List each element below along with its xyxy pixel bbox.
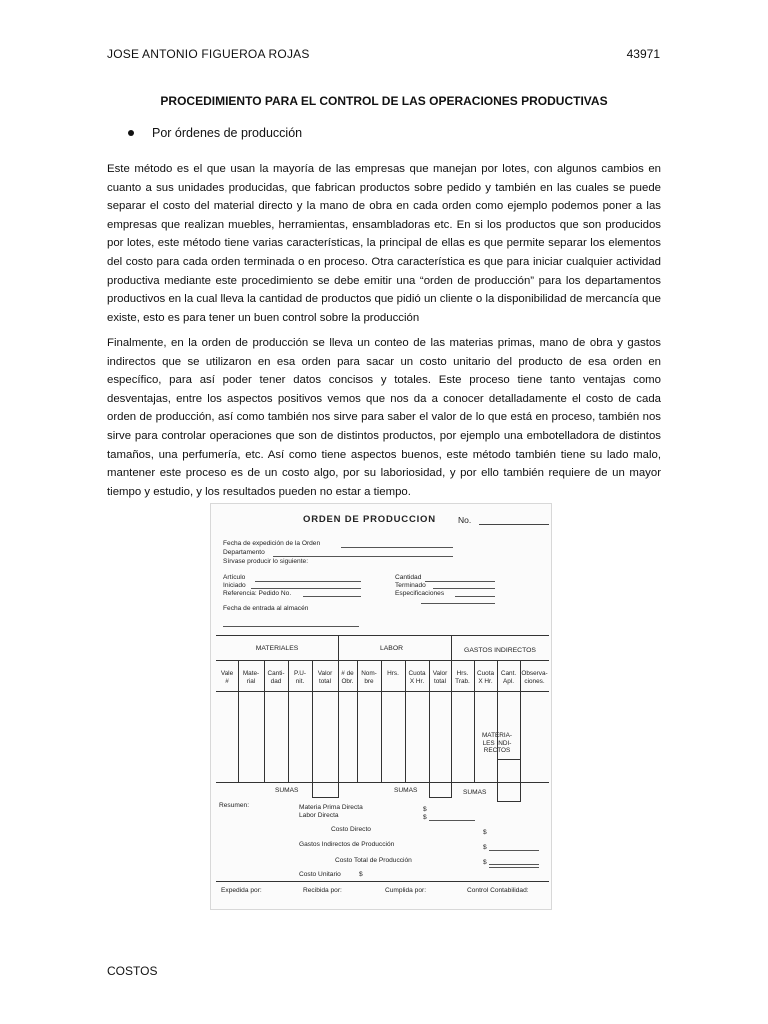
bullet-text: Por órdenes de producción: [152, 126, 303, 140]
form-number-label: No.: [458, 515, 472, 525]
signature-expedida: Expedida por:: [221, 887, 262, 894]
sumas-box: [497, 782, 521, 802]
resumen-label: Resumen:: [219, 802, 250, 809]
dollar-sign: $: [483, 859, 487, 866]
sumas-box: [429, 782, 452, 798]
form-line: [341, 547, 453, 548]
column-divider: [381, 660, 382, 782]
col-hrs: Hrs.: [387, 670, 399, 677]
col-material: Mate- rial: [242, 670, 260, 685]
form-departamento: Departamento: [223, 549, 265, 556]
col-valor-total: Valor total: [317, 670, 333, 685]
form-sirvase: Sírvase producir lo siguiente:: [223, 558, 309, 565]
col-cuota-gastos: Cuota X Hr.: [476, 670, 495, 685]
form-iniciado: Iniciado: [223, 582, 246, 589]
col-observaciones: Observa- ciones.: [521, 670, 548, 685]
production-order-form-image: [210, 503, 552, 910]
form-title: ORDEN DE PRODUCCION: [303, 514, 436, 525]
form-terminado: Terminado: [395, 582, 426, 589]
table-header-divider: [216, 691, 549, 692]
sumas-gastos: SUMAS: [463, 789, 487, 796]
form-number-line: [479, 524, 549, 525]
author-name: JOSE ANTONIO FIGUEROA ROJAS: [107, 47, 310, 61]
col-valor-total-labor: Valor total: [432, 670, 448, 685]
section-materiales: MATERIALES: [255, 645, 299, 652]
table-border-top: [216, 635, 549, 636]
dollar-sign: $: [359, 871, 363, 878]
col-cuota: Cuota X Hr.: [408, 670, 426, 685]
form-line: [255, 581, 361, 582]
sumas-box: [312, 782, 339, 798]
resumen-costo-unitario: Costo Unitario: [299, 871, 341, 878]
signature-cumplida: Cumplida por:: [385, 887, 427, 894]
section-labor: LABOR: [379, 645, 404, 652]
dollar-sign: $: [483, 829, 487, 836]
table-section-divider: [216, 660, 549, 661]
section-divider: [338, 635, 339, 782]
form-line: [223, 626, 359, 627]
materiales-indirectos-label: MATERIA- LES INDI- RECTOS: [481, 732, 513, 754]
resumen-labor-directa: Labor Directa: [299, 812, 339, 819]
form-line: [433, 588, 495, 589]
form-line: [429, 820, 475, 821]
signatures-divider: [216, 881, 549, 882]
bullet-item: [128, 126, 302, 140]
form-line: [489, 867, 539, 868]
bullet-icon: [128, 130, 134, 136]
document-title: PROCEDIMIENTO PARA EL CONTROL DE LAS OPERACIONES PRODUCTIVAS: [160, 94, 608, 108]
form-line: [303, 596, 361, 597]
form-line: [421, 603, 495, 604]
resumen-gastos-indirectos: Gastos Indirectos de Producción: [299, 841, 395, 848]
resumen-costo-directo: Costo Directo: [331, 826, 371, 833]
form-line: [489, 864, 539, 865]
form-cantidad: Cantidad: [395, 574, 422, 581]
form-fecha-entrada: Fecha de entrada al almacén: [223, 605, 309, 612]
col-vale: Vale #: [220, 670, 234, 685]
col-cantidad: Canti- dad: [267, 670, 285, 685]
form-line: [273, 556, 453, 557]
col-num-obreros: # de Obr.: [341, 670, 354, 685]
col-punit: P.U- nit.: [294, 670, 306, 685]
form-line: [455, 596, 495, 597]
section-divider: [451, 635, 452, 782]
col-hrs-trab: Hrs. Trab.: [455, 670, 470, 685]
paragraph-2: Finalmente, en la orden de producción se lleva un conteo de las materias primas, mano de obra y gastos indirectos que se utilizaron en esa orden para sacar un costo unitario del producto de esa orden en específico, para así poder tener datos concisos y totales. Este proceso tiene tanto ventajas como desventajas, entre los aspectos positivos vemos que nos da a conocer detalladamente el costo de cada orden de producción, así como también nos sirve para saber el valor de lo que está en proceso, también nos sirve para controlar operaciones que son de distintos productos, por ejemplo una embotelladora de distintos tamaños, una perfumería, etc. Así como tiene aspectos buenos, este método también tiene su lado malo, mantener este proceso es de un costo algo, por su laboriosidad, y por ello también requiere de un mayor tiempo y estudio, y los resultados pueden no estar a tiempo.: [107, 337, 661, 498]
footer-label: COSTOS: [107, 964, 158, 978]
form-line: [251, 588, 361, 589]
form-line: [489, 850, 539, 851]
form-fecha-expedicion: Fecha de expedición de la Orden: [223, 540, 321, 547]
sumas-materiales: SUMAS: [275, 787, 299, 794]
col-nombre: Nom- bre: [361, 670, 377, 685]
dollar-sign: $: [483, 844, 487, 851]
col-cant-apl: Cant. Apl.: [500, 670, 517, 685]
dollar-sign: $: [423, 814, 427, 821]
signature-control: Control Contabilidad:: [467, 887, 529, 894]
paragraph-1: Este método es el que usan la mayoría de las empresas que manejan por lotes, con algunos cambios en cuanto a sus unidades producidas, que fabrican productos sobre pedido y también en las cuales se puede separar el costo del material directo y la mano de obra en cada orden como ejemplo podemos poner a las empresas que realizan muebles, herramientas, ensambladoras etc. En si los productos que son producidos por lotes, este método tiene varias características, la principal de ellas es que permite separar los elementos del costo para cada orden terminada o en proceso. Otra característica es que para iniciar cualquier actividad productiva mediante este procedimiento se debe emitir una “orden de producción” para los departamentos productivos en la cual lleva la cantidad de productos que pidió un cliente o la disponibilidad de mercancía que existe, esto es para tener un buen control sobre la producción: [107, 163, 661, 324]
signature-recibida: Recibida por:: [303, 887, 342, 894]
resumen-mp-directa: Materia Prima Directa: [299, 804, 363, 811]
form-line: [497, 759, 520, 760]
form-articulo: Artículo: [223, 574, 246, 581]
sumas-labor: SUMAS: [394, 787, 418, 794]
section-gastos: GASTOS INDIRECTOS: [464, 647, 536, 654]
form-referencia: Referencia: Pedido No.: [223, 590, 292, 597]
form-line: [425, 581, 495, 582]
student-id: 43971: [626, 47, 660, 61]
dollar-sign: $: [423, 806, 427, 813]
resumen-costo-total: Costo Total de Producción: [335, 857, 412, 864]
form-especificaciones: Especificaciones: [395, 590, 445, 597]
